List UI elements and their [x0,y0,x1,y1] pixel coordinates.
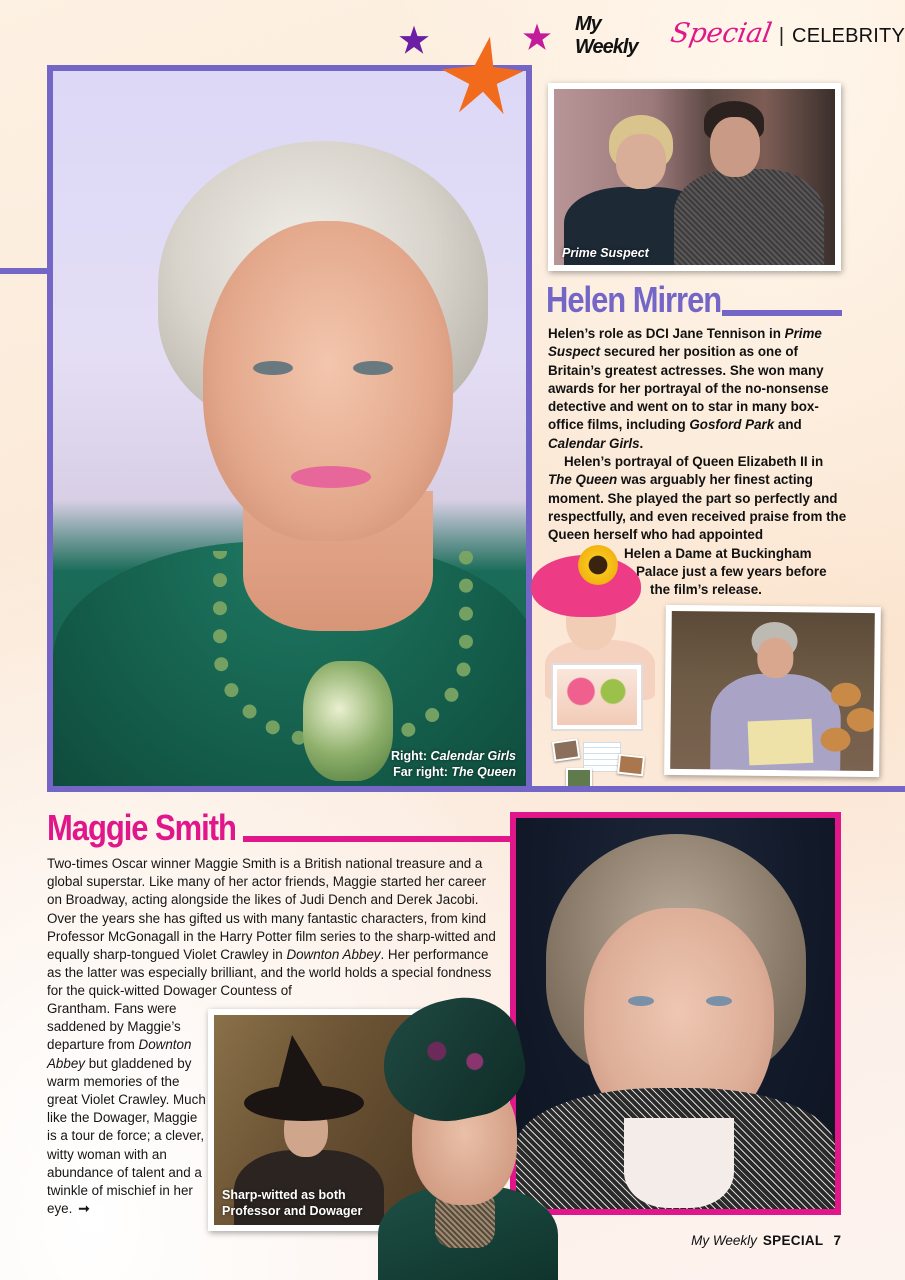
paragraph: Helen’s portrayal of Queen Elizabeth II in The Queen was arguably her finest acting moment. She played the part so perfectly and respectfully, and even received praise from the Queen herself who had appointed [548,454,847,543]
text-line: Palace just a few years before [636,563,827,579]
purple-section-divider [47,786,905,792]
paper [748,719,814,766]
brand-logo: My Weekly [575,13,638,58]
prime-suspect-photo [548,83,841,271]
lips [291,466,371,488]
maggie-smith-article-text: Two-times Oscar winner Maggie Smith is a British national treasure and a global superstar. Like many of her actor friends, Maggie started her career on Broadway, acting alongside the likes of Judi Dench and Derek Jacobi. Over the years she has gifted us with many fantastic characters, from kind Professor McGonagall in the Harry Potter film series to the sharp-witted and equally sharp-tongued Violet Crawley in Downton Abbey. Her performance as the latter was especially brilliant, and the world holds a special fondness for the quick-witted Dowager Countess of [47,856,496,999]
necklace-pendant [303,661,393,781]
maggie-smith-portrait-photo [510,812,841,1215]
helen-photo-caption: Right: Calendar Girls Far right: The Queen [390,749,516,779]
purple-accent-rule-left [0,268,50,274]
section-label: CELEBRITY [792,24,905,47]
sunflower-icon [578,545,618,585]
title-underline-rule [722,310,842,316]
page-footer [691,1233,841,1248]
prime-suspect-caption: Prime Suspect [562,246,649,260]
section-title: Helen Mirren [546,279,722,320]
masthead [575,13,905,58]
purple-star-icon [398,24,430,56]
maggie-smith-article-text-continued: Grantham. Fans were saddened by Maggie’s departure from Downton Abbey but gladdened by warm memories of the great Violet Crawley. Much like the Dowager, Maggie is a tour de force; a clever, witty woman with an abundance of talent and a twinkle of mischief in her eye. ➞ [47,1000,207,1218]
helen-mirren-heading [546,280,750,320]
left-eye [253,361,293,375]
face [616,134,666,189]
mini-photo [617,754,645,777]
mini-photo [552,738,581,761]
text-line: Helen a Dame at Buckingham [624,545,812,561]
corgi [820,728,850,752]
face [710,117,760,177]
calendar-girls-poster [551,663,643,731]
section-title: Maggie Smith [47,807,236,848]
helen-mirren-portrait-photo [47,65,532,792]
maggie-smith-heading [47,808,267,848]
witch-hat-brim [244,1085,364,1121]
right-eye [706,996,732,1006]
text-line: the film’s release. [650,582,762,598]
face [757,638,793,678]
professor-dowager-caption: Sharp-witted as both Professor and Dowager [222,1188,363,1218]
white-collar [624,1118,734,1208]
brand-script-special: Special [667,17,774,49]
the-queen-photo [664,605,881,777]
page-number: 7 [833,1233,841,1248]
corgi [847,708,875,732]
magenta-star-icon [522,22,552,52]
paragraph: Helen’s role as DCI Jane Tennison in Prime Suspect secured her position as one of Britain’s greatest actresses. She won many awards for her portrayal of the no-nonsense detective and went on to star in many box-office films, including Gosford Park and Calendar Girls. [548,326,829,451]
arrow-right-icon: ➞ [78,1201,90,1217]
header-separator: | [778,24,785,47]
mini-photo [566,768,592,788]
title-underline-rule [243,836,515,842]
tweed-coat [674,169,824,265]
right-eye [353,361,393,375]
footer-special: SPECIAL [762,1233,824,1248]
orange-star-icon [440,35,526,121]
corgi [831,683,861,707]
face [203,221,453,541]
footer-brand: My Weekly [691,1233,757,1248]
left-eye [628,996,654,1006]
